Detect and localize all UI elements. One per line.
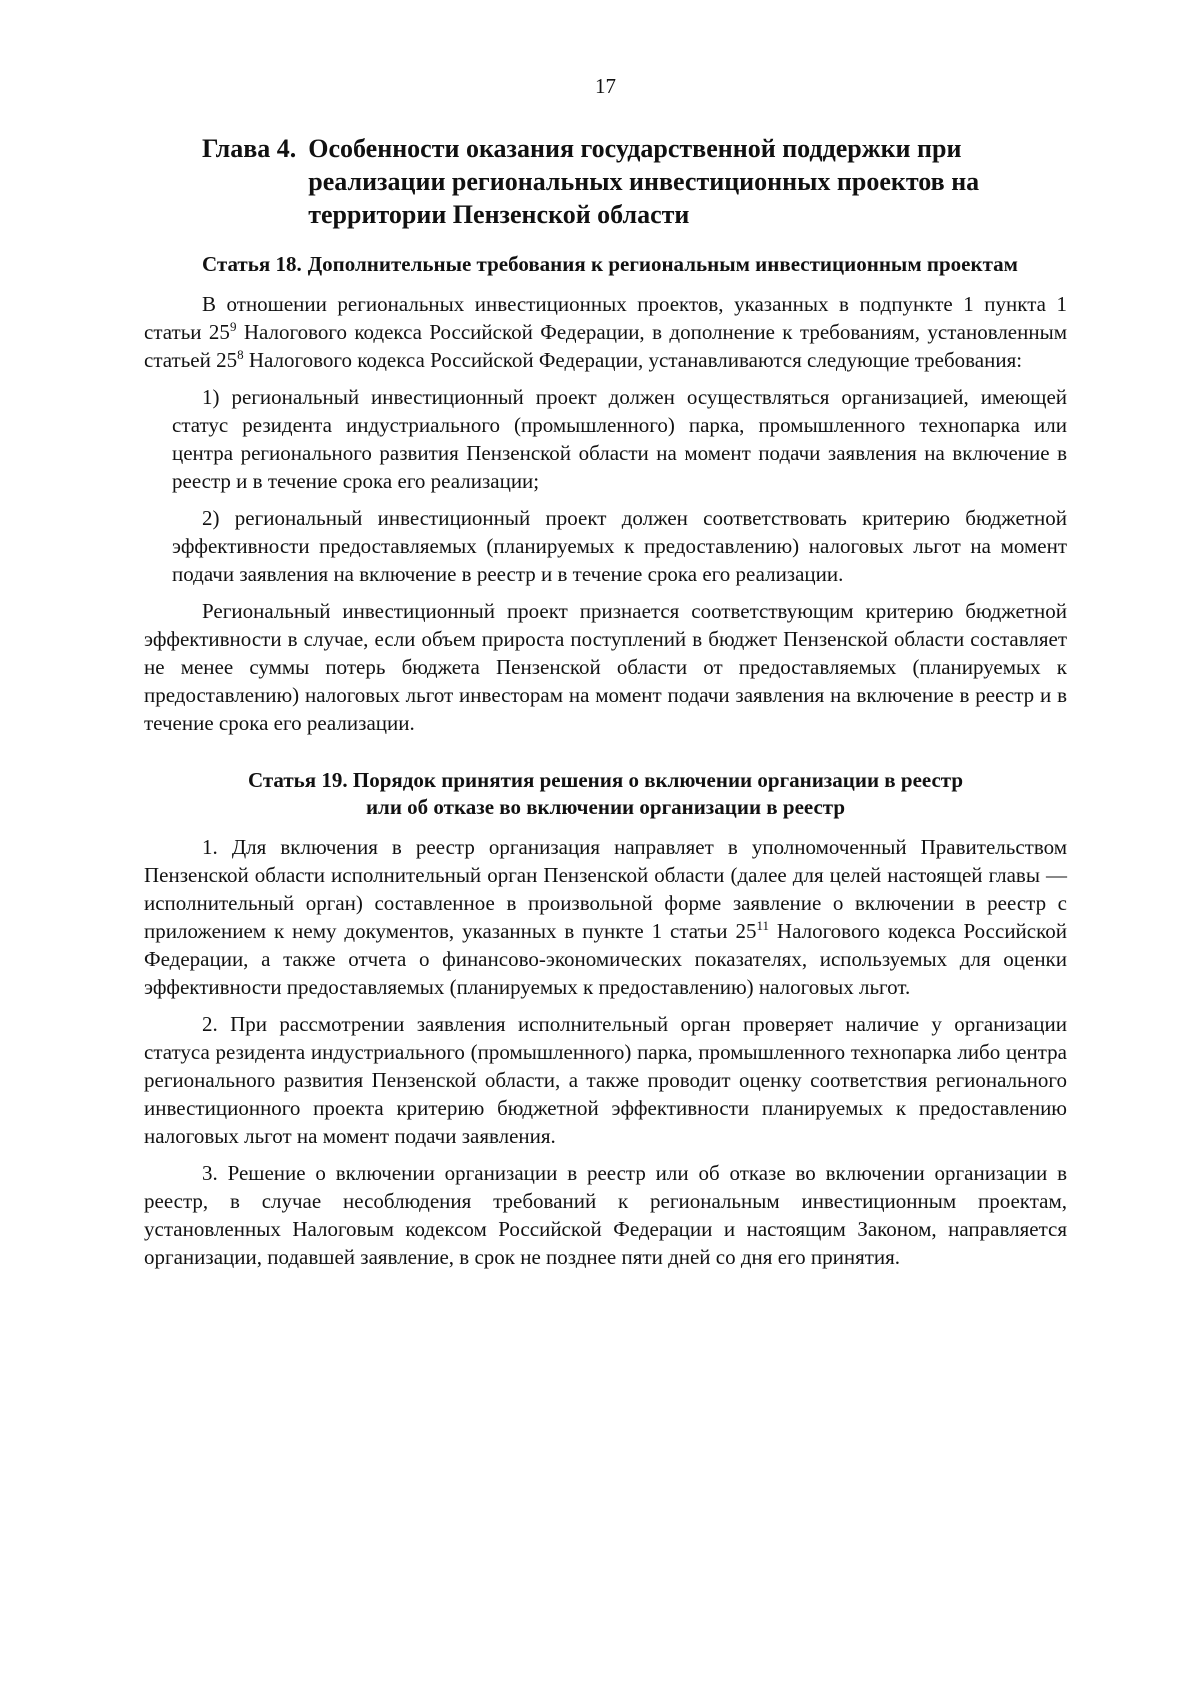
intro-text-a: В отношении региональных инвестиционных проектов, указанных в подпункте 1 пункта 1 статьи 25	[144, 292, 1067, 344]
article-19-title-line-2: или об отказе во включении организации в реестр	[365, 795, 846, 819]
article-18-item-2: 2) региональный инвестиционный проект должен соответствовать критерию бюджетной эффективности предоставляемых (планируемых к предоставлению) налоговых льгот на момент подачи заявления на включение в реестр и в течение срока его реализации.	[172, 506, 1067, 586]
page-number: 17	[595, 74, 616, 98]
article-19-paragraph-3: 3. Решение о включении организации в реестр или об отказе во включении организации в реестр, в случае несоблюдения требований к региональным инвестиционным проектам, установленных Налоговым кодексом Российской Федерации и настоящим Законом, направляется организации, подавшей заявление, в срок не позднее пяти дней со дня его принятия.	[144, 1161, 1067, 1269]
intro-text-c: Налогового кодекса Российской Федерации, устанавливаются следующие требования:	[243, 348, 1023, 372]
p1-superscript: 11	[756, 918, 769, 933]
article-18-label: Статья 18.	[202, 252, 302, 276]
article-18-paragraph: Региональный инвестиционный проект признается соответствующим критерию бюджетной эффективности в случае, если объем прироста поступлений в бюджет Пензенской области составляет не менее суммы потерь бюджета Пензенской области от предоставляемых (планируемых к предоставлению) налоговых льгот инвесторам на момент подачи заявления на включение в реестр и в течение срока его реализации.	[144, 599, 1067, 735]
chapter-label: Глава 4.	[202, 134, 297, 163]
article-19-paragraph-2: 2. При рассмотрении заявления исполнительный орган проверяет наличие у организации статуса резидента индустриального (промышленного) парка, промышленного технопарка либо центра регионального развития Пензенской области, а также проводит оценку соответствия регионального инвестиционного проекта критерию бюджетной эффективности планируемых к предоставлению налоговых льгот на момент подачи заявления.	[144, 1012, 1067, 1148]
p1-text-a: 1. Для включения в реестр организация направляет в уполномоченный Правительством Пензенской области исполнительный орган Пензенской области (далее для целей настоящей главы — исполнительный орган) составленное в произвольной форме заявление о включении в реестр с приложением к нему документов, указанных в пункте 1 статьи 25	[144, 835, 1067, 943]
article-19-title-line-1: Статья 19. Порядок принятия решения о включении организации в реестр	[247, 768, 964, 792]
p1-text-b: Налогового кодекса Российской Федерации, а также отчета о финансово-экономических показателях, используемых для оценки эффективности предоставляемых (планируемых к предоставлению) налоговых льгот.	[144, 919, 1067, 999]
article-18-item-1: 1) региональный инвестиционный проект должен осуществляться организацией, имеющей статус резидента индустриального (промышленного) парка, промышленного технопарка или центра регионального развития Пензенской области на момент подачи заявления на включение в реестр и в течение срока его реализации;	[172, 385, 1067, 493]
article-18-title: Дополнительные требования к региональным инвестиционным проектам	[307, 252, 1018, 276]
article-18-heading	[202, 251, 1067, 278]
chapter-title: Особенности оказания государственной поддержки при реализации региональных инвестиционных проектов на территории Пензенской области	[308, 134, 980, 229]
chapter-heading	[202, 132, 1067, 231]
article-18-intro	[144, 290, 1067, 374]
intro-text-b: Налогового кодекса Российской Федерации, в дополнение к требованиям, установленным статьей 25	[144, 320, 1068, 372]
article-19-paragraph-1	[144, 833, 1067, 1001]
intro-superscript-2: 8	[237, 347, 244, 362]
intro-superscript-1: 9	[229, 319, 237, 334]
article-19-heading	[144, 767, 1067, 821]
